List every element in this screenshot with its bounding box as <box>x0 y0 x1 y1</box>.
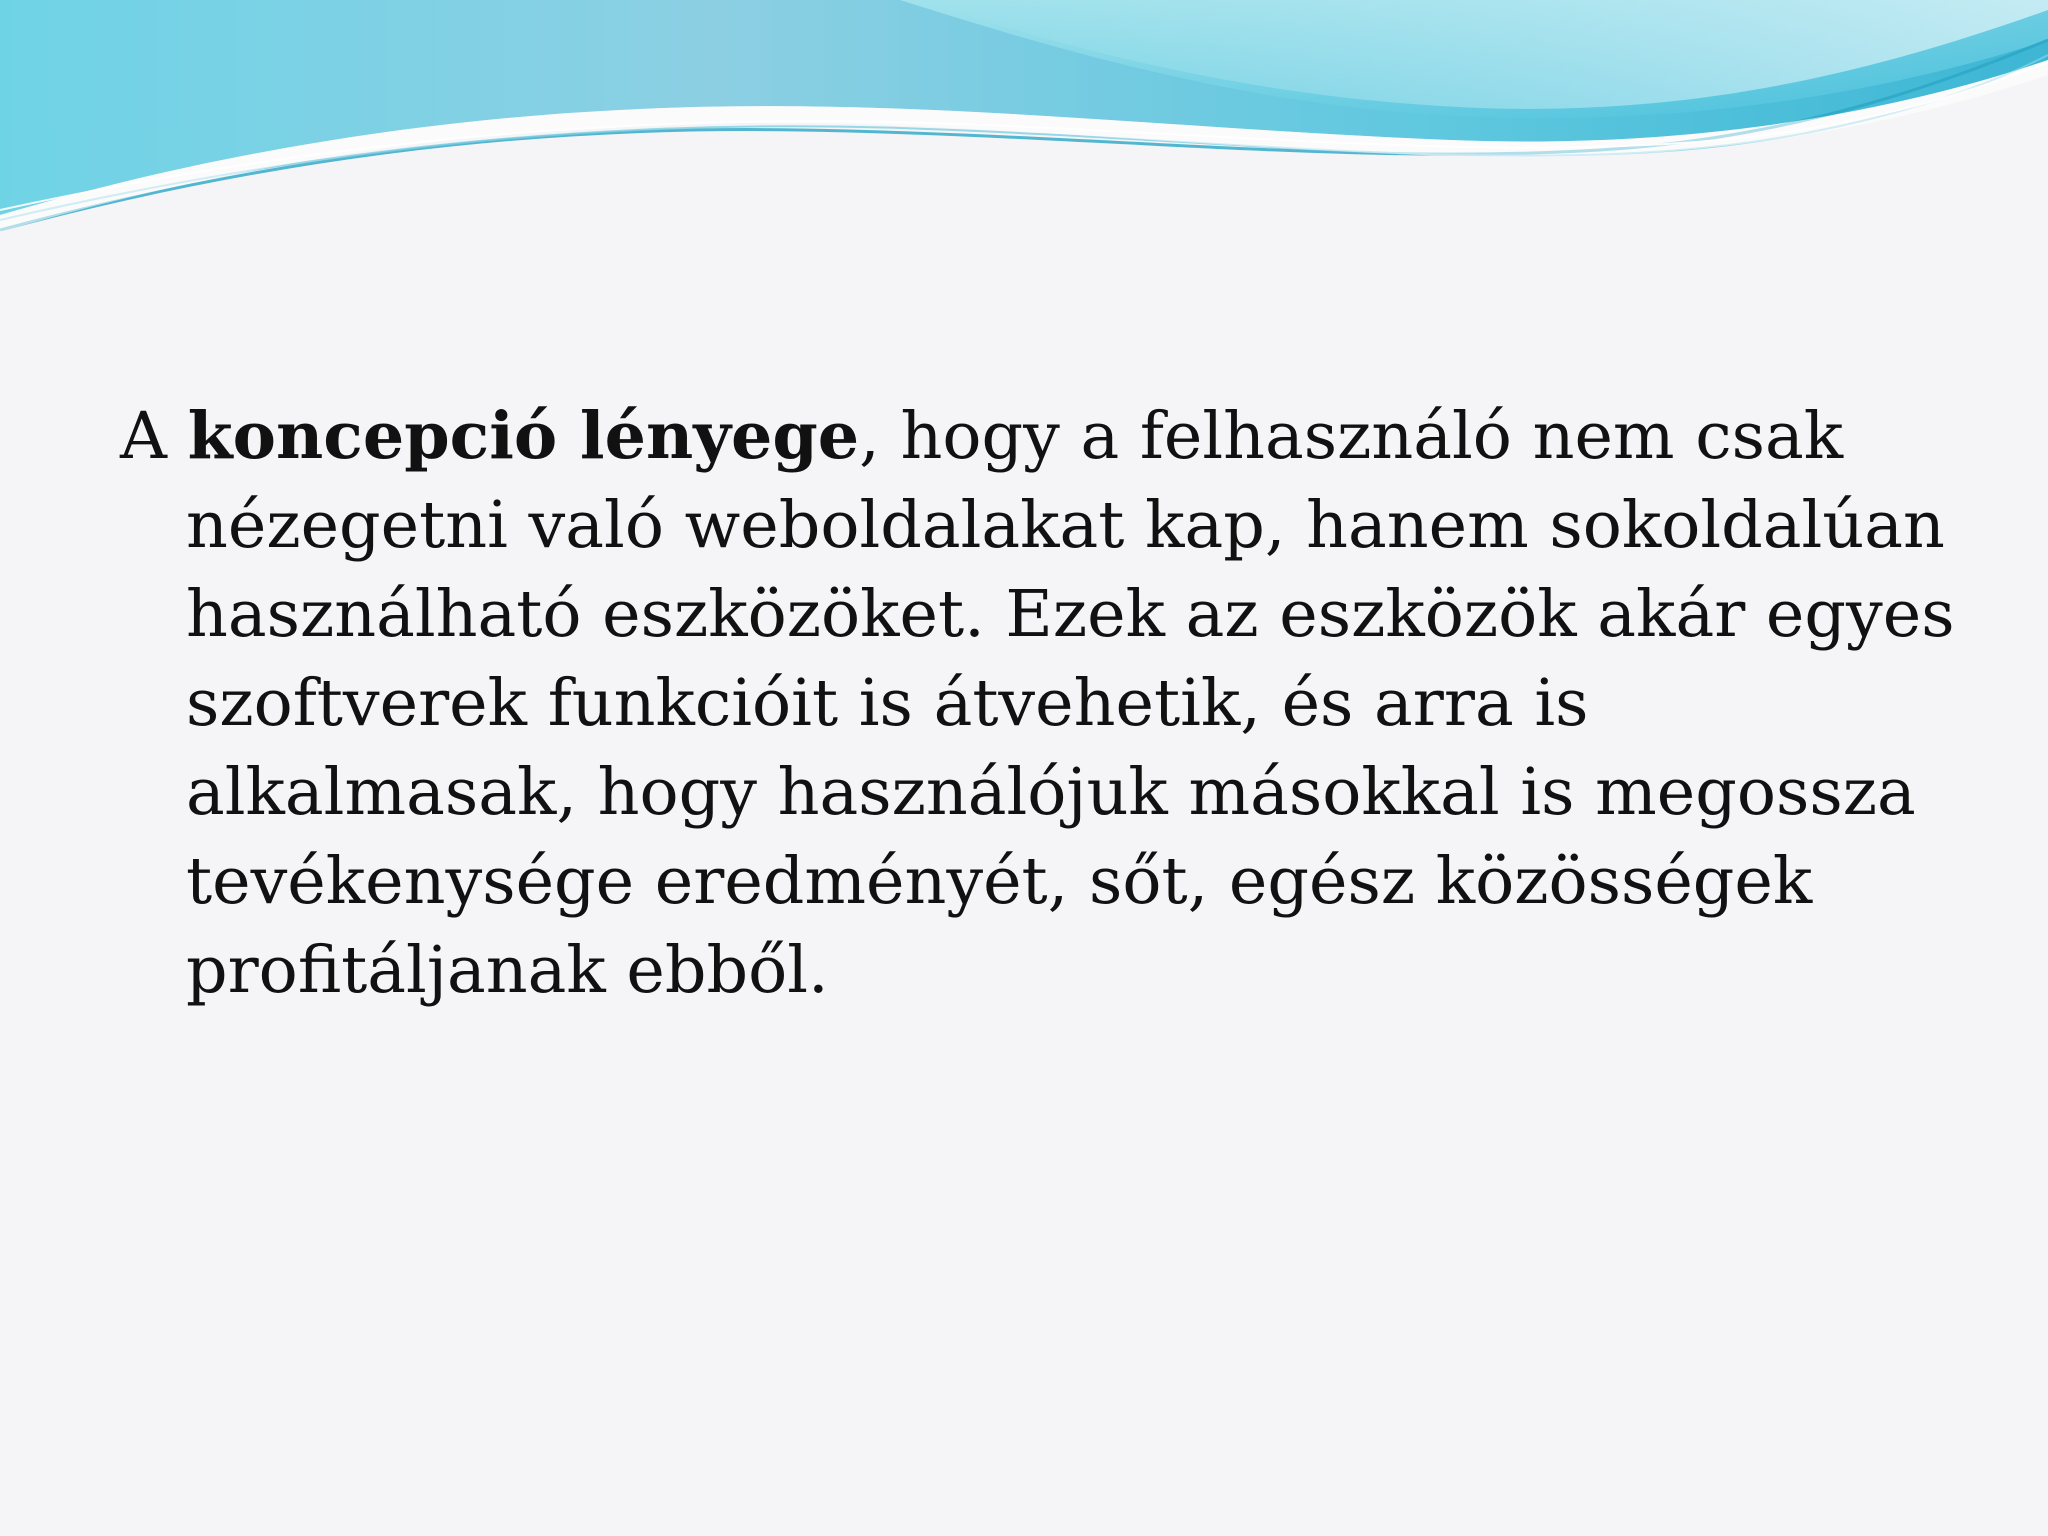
paragraph-rest: , hogy a felhasználó nem csak nézegetni való weboldalakat kap, hanem sokoldalúan használható eszközöket. Ezek az eszközök akár egyes szoftverek funkcióit is átvehetik, és arra is alkalmasak, hogy használójuk másokkal is megossza tevékenysége eredményét, sőt, egész közösségek profitáljanak ebből. <box>186 399 1955 1008</box>
bullet-paragraph <box>120 392 1986 1015</box>
paragraph-lead: A <box>120 399 188 474</box>
paragraph-emphasis: koncepció lényege <box>187 398 860 474</box>
wave-header-decoration <box>0 0 2048 260</box>
